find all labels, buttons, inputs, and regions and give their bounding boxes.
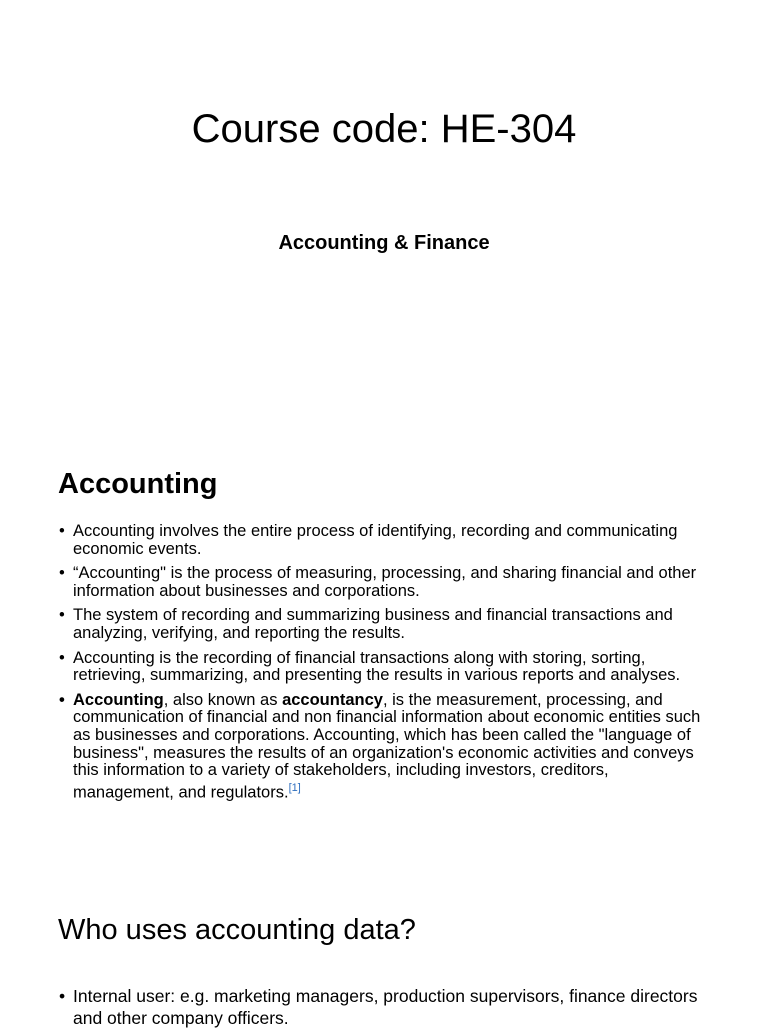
- bullet-text: The system of recording and summarizing business and financial transactions and analyzing, verifying, and reporting the results.: [73, 606, 673, 642]
- term-accounting: Accounting: [73, 690, 164, 709]
- course-subtitle: Accounting & Finance: [278, 232, 490, 254]
- bullet-text: Accounting involves the entire process of identifying, recording and communicating economic events.: [73, 522, 678, 558]
- bullet-text: , also known as: [163, 690, 283, 709]
- course-code-title: Course code: HE-304: [191, 107, 577, 151]
- bullet-text: “Accounting" is the process of measuring, processing, and sharing financial and other information about businesses and corporations.: [73, 564, 697, 600]
- bullet-text: , is the measurement, processing, and communication of financial and non financial information about economic entities such as businesses and corporations. Accounting, which has been called the "language of business", measures the results of an organization's economic activities and conveys this information to a variety of stakeholders, including investors, creditors, management, and regulators.: [73, 690, 701, 802]
- bullet-icon: •: [59, 986, 66, 1006]
- accounting-heading: Accounting: [58, 468, 218, 500]
- bullet-text: Internal user: e.g. marketing managers, production supervisors, finance directors and other company officers.: [73, 986, 698, 1028]
- bullet-icon: •: [59, 648, 65, 667]
- bullet-icon: •: [59, 522, 65, 540]
- bullet-icon: •: [59, 606, 65, 625]
- bullet-icon: •: [59, 564, 65, 583]
- bullet-text: Accounting is the recording of financial transactions along with storing, sorting, retrieving, summarizing, and presenting the results in various reports and analyses.: [73, 648, 681, 685]
- term-accountancy: accountancy: [282, 690, 383, 709]
- list-item: [58, 985, 708, 1029]
- footnote-link[interactable]: [1]: [288, 781, 301, 794]
- users-heading: Who uses accounting data?: [58, 914, 416, 946]
- bullet-icon: •: [59, 690, 65, 709]
- users-bullet-list: [58, 985, 708, 1036]
